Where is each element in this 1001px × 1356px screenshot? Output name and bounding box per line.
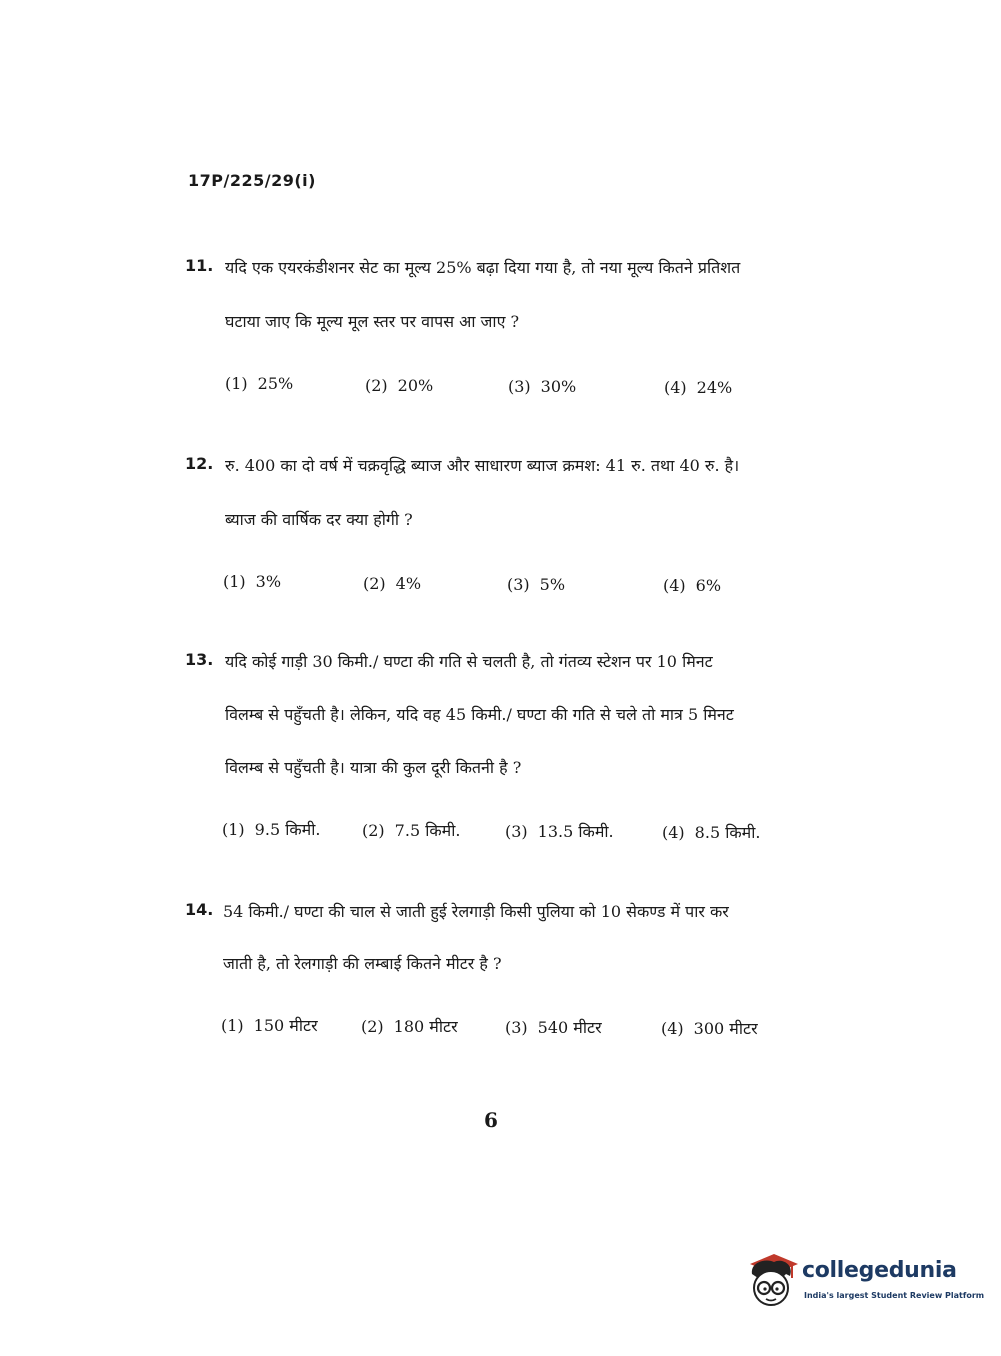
option-2 <box>361 1015 458 1037</box>
question-text-line: यदि एक एयरकंडीशनर सेट का मूल्य 25% बढ़ा दिया गया है, तो नया मूल्य कितने प्रतिशत <box>225 258 741 277</box>
question-number: 13. <box>185 650 214 669</box>
logo-brand-text: collegedunia <box>802 1258 957 1283</box>
option-number: (2) <box>362 821 385 840</box>
question-number: 14. <box>185 900 214 919</box>
option-1 <box>221 1014 318 1036</box>
page-number: 6 <box>484 1108 498 1132</box>
question-text-line: यदि कोई गाड़ी 30 किमी./ घण्टा की गति से चलती है, तो गंतव्य स्टेशन पर 10 मिनट <box>225 652 713 671</box>
option-2 <box>363 574 421 593</box>
option-4 <box>664 378 732 397</box>
question-text-line: विलम्ब से पहुँचती है। यात्रा की कुल दूरी कितनी है ? <box>225 758 522 777</box>
option-2 <box>365 376 433 395</box>
question-text-line: जाती है, तो रेलगाड़ी की लम्बाई कितने मीटर है ? <box>223 954 502 973</box>
option-number: (1) <box>225 374 248 393</box>
question-text-line: विलम्ब से पहुँचती है। लेकिन, यदि वह 45 किमी./ घण्टा की गति से चले तो मात्र 5 मिनट <box>225 705 734 724</box>
option-3 <box>507 575 565 594</box>
option-text: 20% <box>397 376 434 395</box>
option-text: 13.5 किमी. <box>537 822 614 841</box>
option-text: 150 मीटर <box>253 1016 318 1035</box>
question-text-line: 54 किमी./ घण्टा की चाल से जाती हुई रेलगाड़ी किसी पुलिया को 10 सेकण्ड में पार कर <box>223 902 729 921</box>
option-text: 6% <box>695 576 722 595</box>
option-text: 5% <box>539 575 566 594</box>
option-1 <box>222 818 320 840</box>
option-number: (3) <box>505 1018 528 1037</box>
paper-code: 17P/225/29(i) <box>188 171 316 190</box>
option-4 <box>661 1017 758 1039</box>
option-number: (1) <box>223 572 246 591</box>
option-1 <box>225 374 293 393</box>
question-number: 11. <box>185 256 214 275</box>
option-text: 30% <box>540 377 577 396</box>
question-number: 12. <box>185 454 214 473</box>
option-text: 7.5 किमी. <box>394 821 461 840</box>
question-text-line: ब्याज की वार्षिक दर क्या होगी ? <box>225 510 413 529</box>
option-4 <box>663 576 721 595</box>
option-text: 8.5 किमी. <box>694 823 761 842</box>
option-number: (1) <box>221 1016 244 1035</box>
option-2 <box>362 819 460 841</box>
option-number: (4) <box>662 823 685 842</box>
option-number: (3) <box>505 822 528 841</box>
collegedunia-logo[interactable] <box>742 1248 985 1312</box>
option-number: (4) <box>661 1019 684 1038</box>
option-3 <box>508 377 576 396</box>
option-text: 3% <box>255 572 282 591</box>
option-text: 24% <box>696 378 733 397</box>
option-text: 300 मीटर <box>693 1019 758 1038</box>
question-text-line: घटाया जाए कि मूल्य मूल स्तर पर वापस आ जाए ? <box>225 312 520 331</box>
option-number: (2) <box>361 1017 384 1036</box>
option-text: 25% <box>257 374 294 393</box>
logo-tagline: India's largest Student Review Platform <box>804 1291 985 1300</box>
option-number: (2) <box>363 574 386 593</box>
option-number: (1) <box>222 820 245 839</box>
option-1 <box>223 572 281 591</box>
option-number: (4) <box>663 576 686 595</box>
option-text: 540 मीटर <box>537 1018 602 1037</box>
mascot-icon <box>742 1248 802 1312</box>
option-number: (3) <box>507 575 530 594</box>
option-text: 180 मीटर <box>393 1017 458 1036</box>
option-text: 9.5 किमी. <box>254 820 321 839</box>
question-text-line: रु. 400 का दो वर्ष में चक्रवृद्धि ब्याज और साधारण ब्याज क्रमश: 41 रु. तथा 40 रु. है। <box>225 456 740 475</box>
option-number: (4) <box>664 378 687 397</box>
option-text: 4% <box>395 574 422 593</box>
option-3 <box>505 1016 602 1038</box>
option-number: (3) <box>508 377 531 396</box>
option-number: (2) <box>365 376 388 395</box>
option-4 <box>662 821 760 843</box>
option-3 <box>505 820 614 842</box>
